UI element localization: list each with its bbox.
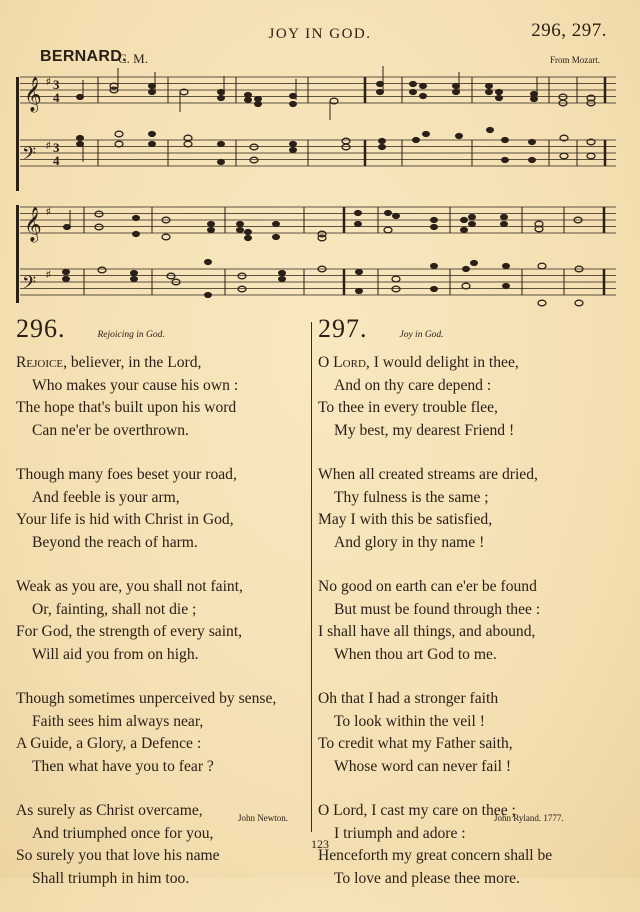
verse-line: Whose word can never fail !: [334, 757, 512, 775]
verse-line: For God, the strength of every saint,: [16, 623, 243, 640]
music-score: [0, 0, 640, 310]
verse-line: Oh that I had a stronger faith: [318, 690, 499, 707]
verse-line: Beyond the reach of harm.: [32, 533, 198, 551]
verse-line: Can ne'er be overthrown.: [32, 421, 189, 439]
svg-text:♯: ♯: [46, 76, 51, 86]
svg-text:𝄢: 𝄢: [22, 144, 37, 169]
stanza: [16, 352, 306, 442]
hymn-297: [318, 314, 618, 912]
svg-text:4: 4: [53, 153, 60, 168]
tune-composer: From Mozart.: [550, 55, 600, 65]
verse-line: Henceforth my great concern shall be: [318, 847, 553, 864]
svg-text:3: 3: [53, 77, 60, 92]
author-attribution: John Newton.: [238, 813, 288, 823]
author-attribution: John Ryland. 1777.: [494, 813, 564, 823]
verse-line: Weak as you are, you shall not faint,: [16, 578, 243, 595]
hymn-subtitle: Joy in God.: [399, 330, 444, 340]
hymn-number: 296.: [16, 314, 66, 343]
verse-line: As surely as Christ overcame,: [16, 802, 203, 819]
svg-text:♯: ♯: [46, 140, 51, 150]
verse-line: So surely you that love his name: [16, 847, 220, 864]
svg-text:𝄢: 𝄢: [22, 273, 37, 298]
column-divider: [311, 322, 312, 832]
verse-line: And feeble is your arm,: [32, 488, 180, 506]
stanza: [318, 464, 618, 554]
stanza: [318, 688, 618, 778]
hymn-heading: [318, 314, 618, 352]
opening-word: O Lord: [318, 354, 366, 371]
opening-word: Rejoice: [16, 354, 64, 371]
stanza: [318, 352, 618, 442]
verse-line: Shall triumph in him too.: [32, 869, 190, 887]
tune-name: BERNARD.: [40, 48, 127, 65]
stanza: [16, 688, 306, 778]
verse-line: Will aid you from on high.: [32, 645, 199, 663]
verse-line: O Lord, I would delight in thee,: [318, 354, 519, 371]
verse-line: Or, fainting, shall not die ;: [32, 600, 197, 618]
verse-line: The hope that's built upon his word: [16, 399, 237, 416]
svg-text:♯: ♯: [46, 269, 51, 279]
verse-line: I shall have all things, and abound,: [318, 623, 536, 640]
hymn-numbers-header: 296, 297.: [531, 20, 607, 41]
verse-line: Faith sees him always near,: [32, 712, 204, 730]
svg-text:𝄞: 𝄞: [24, 77, 42, 112]
verse-line: Thy fulness is the same ;: [334, 488, 489, 506]
verse-line: To credit what my Father saith,: [318, 735, 513, 752]
running-header-title: JOY IN GOD.: [268, 26, 372, 42]
verse-line: Your life is hid with Christ in God,: [16, 511, 234, 528]
verse-line: O Lord, I cast my care on thee ;: [318, 802, 516, 819]
verse-line: Who makes your cause his own :: [32, 376, 239, 394]
hymn-subtitle: Rejoicing in God.: [97, 330, 165, 340]
stanza: [318, 576, 618, 666]
svg-text:♯: ♯: [46, 206, 51, 216]
svg-text:4: 4: [53, 90, 60, 105]
verse-line: When all created streams are dried,: [318, 466, 538, 483]
system-2: [16, 205, 616, 306]
verse-line: And on thy care depend :: [334, 376, 492, 394]
tune-meter: C. M.: [118, 51, 148, 66]
verse-line: Then what have you to fear ?: [32, 757, 214, 775]
verse-line: But must be found through thee :: [334, 600, 541, 618]
verse-line: Though many foes beset your road,: [16, 466, 237, 483]
verse-line: Though sometimes unperceived by sense,: [16, 690, 277, 707]
verse-line: To look within the veil !: [334, 712, 485, 730]
hymn-heading: [16, 314, 306, 352]
page-number: 123: [311, 837, 329, 851]
stanza: [16, 576, 306, 666]
verse-line: May I with this be satisfied,: [318, 511, 493, 528]
verse-line: And triumphed once for you,: [32, 824, 214, 842]
verse-line: To love and please thee more.: [334, 869, 520, 887]
stanza: [16, 464, 306, 554]
hymn-number: 297.: [318, 314, 368, 343]
verse-line: And glory in thy name !: [334, 533, 485, 551]
verse-line: A Guide, a Glory, a Defence :: [16, 735, 202, 752]
svg-text:𝄞: 𝄞: [24, 207, 42, 242]
system-1: [16, 66, 616, 191]
verse-line: No good on earth can e'er be found: [318, 578, 537, 595]
verse-line: To thee in every trouble flee,: [318, 399, 498, 416]
verse-line: My best, my dearest Friend !: [334, 421, 515, 439]
svg-text:3: 3: [53, 140, 60, 155]
verse-line: Rejoice, believer, in the Lord,: [16, 354, 202, 371]
verse-line: I triumph and adore :: [334, 824, 466, 842]
verse-line: When thou art God to me.: [334, 645, 497, 663]
